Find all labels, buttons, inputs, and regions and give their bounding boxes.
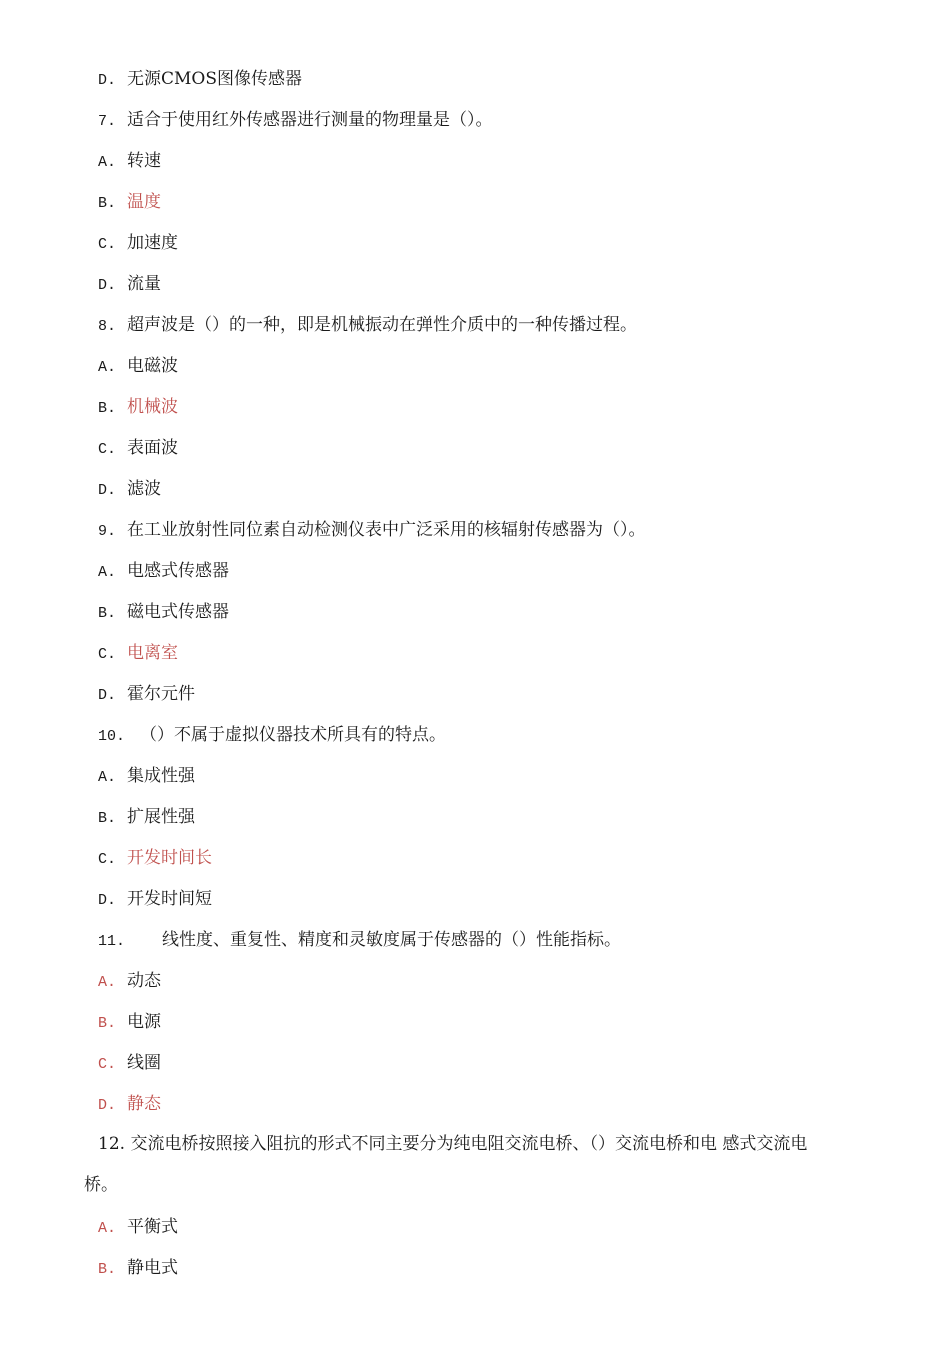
option-line <box>98 1257 178 1281</box>
option-label: D. <box>98 687 117 704</box>
option-text: 电感式传感器 <box>127 561 229 581</box>
option-label: D. <box>98 72 117 89</box>
question-number: 11. <box>98 933 126 950</box>
question-number: 7. <box>98 113 117 130</box>
option-line <box>98 560 229 584</box>
option-line <box>98 1052 161 1076</box>
option-text: 无源CMOS图像传感器 <box>127 69 302 89</box>
option-text: 平衡式 <box>127 1217 178 1237</box>
question-number: 8. <box>98 318 117 335</box>
option-line <box>98 1011 161 1035</box>
answer-text: 机械波 <box>127 397 178 417</box>
option-text: 转速 <box>127 151 161 171</box>
option-text: 集成性强 <box>127 766 195 786</box>
option-label: C. <box>98 646 117 663</box>
option-label: D. <box>98 1097 117 1114</box>
option-label: D. <box>98 277 117 294</box>
question-line <box>98 314 637 338</box>
question-text: 适合于使用红外传感器进行测量的物理量是（）。 <box>127 110 493 130</box>
question-line <box>98 724 446 748</box>
option-line <box>98 888 212 912</box>
option-line <box>98 68 302 92</box>
option-label: D. <box>98 892 117 909</box>
option-line <box>98 150 161 174</box>
option-line <box>98 1216 178 1240</box>
option-line <box>98 478 161 502</box>
question-text-continued: 桥。 <box>84 1175 118 1195</box>
option-text: 表面波 <box>127 438 178 458</box>
question-line <box>98 929 621 953</box>
question-text: 线性度、重复性、精度和灵敏度属于传感器的（）性能指标。 <box>162 930 621 950</box>
option-text: 线圈 <box>127 1053 161 1073</box>
option-text: 电磁波 <box>127 356 178 376</box>
question-line <box>98 109 493 133</box>
option-label: C. <box>98 1056 117 1073</box>
option-text: 加速度 <box>127 233 178 253</box>
option-line <box>98 232 178 256</box>
option-label: B. <box>98 400 117 417</box>
option-line <box>98 601 229 625</box>
option-text: 开发时间短 <box>127 889 212 909</box>
option-line <box>98 806 195 830</box>
option-label: B. <box>98 1015 117 1032</box>
option-line <box>98 191 161 215</box>
option-label: A. <box>98 769 117 786</box>
option-line <box>98 642 178 666</box>
option-label: A. <box>98 154 117 171</box>
question-text: 超声波是（）的一种，即是机械振动在弹性介质中的一种传播过程。 <box>127 315 637 335</box>
question-number: 10. <box>98 728 126 745</box>
option-line <box>98 970 161 994</box>
option-label: B. <box>98 195 117 212</box>
option-line <box>98 437 178 461</box>
option-label: A. <box>98 564 117 581</box>
question-text: （）不属于虚拟仪器技术所具有的特点。 <box>140 725 446 745</box>
option-text: 磁电式传感器 <box>127 602 229 622</box>
question-12 <box>84 1124 884 1206</box>
option-label: C. <box>98 236 117 253</box>
question-line <box>98 519 646 543</box>
option-line <box>98 847 212 871</box>
answer-text: 电离室 <box>127 643 178 663</box>
option-line <box>98 765 195 789</box>
option-label: A. <box>98 1220 117 1237</box>
option-label: A. <box>98 974 117 991</box>
option-text: 霍尔元件 <box>127 684 195 704</box>
option-label: B. <box>98 1261 117 1278</box>
option-label: B. <box>98 810 117 827</box>
option-text: 电源 <box>127 1012 161 1032</box>
answer-text: 开发时间长 <box>127 848 212 868</box>
option-text: 滤波 <box>127 479 161 499</box>
option-label: D. <box>98 482 117 499</box>
answer-text: 温度 <box>127 192 161 212</box>
question-text: 在工业放射性同位素自动检测仪表中广泛采用的核辐射传感器为（）。 <box>127 520 646 540</box>
option-line <box>98 1093 161 1117</box>
option-label: A. <box>98 359 117 376</box>
option-label: C. <box>98 441 117 458</box>
option-text: 流量 <box>127 274 161 294</box>
option-line <box>98 355 178 379</box>
option-text: 扩展性强 <box>127 807 195 827</box>
option-text: 静电式 <box>127 1258 178 1278</box>
option-line <box>98 683 195 707</box>
question-text: 12. 交流电桥按照接入阻抗的形式不同主要分为纯电阻交流电桥、（）交流电桥和电 感式交流电 <box>98 1134 808 1154</box>
option-label: B. <box>98 605 117 622</box>
option-line <box>98 273 161 297</box>
question-number: 9. <box>98 523 117 540</box>
option-label: C. <box>98 851 117 868</box>
option-line <box>98 396 178 420</box>
option-text: 动态 <box>127 971 161 991</box>
answer-text: 静态 <box>127 1094 161 1114</box>
